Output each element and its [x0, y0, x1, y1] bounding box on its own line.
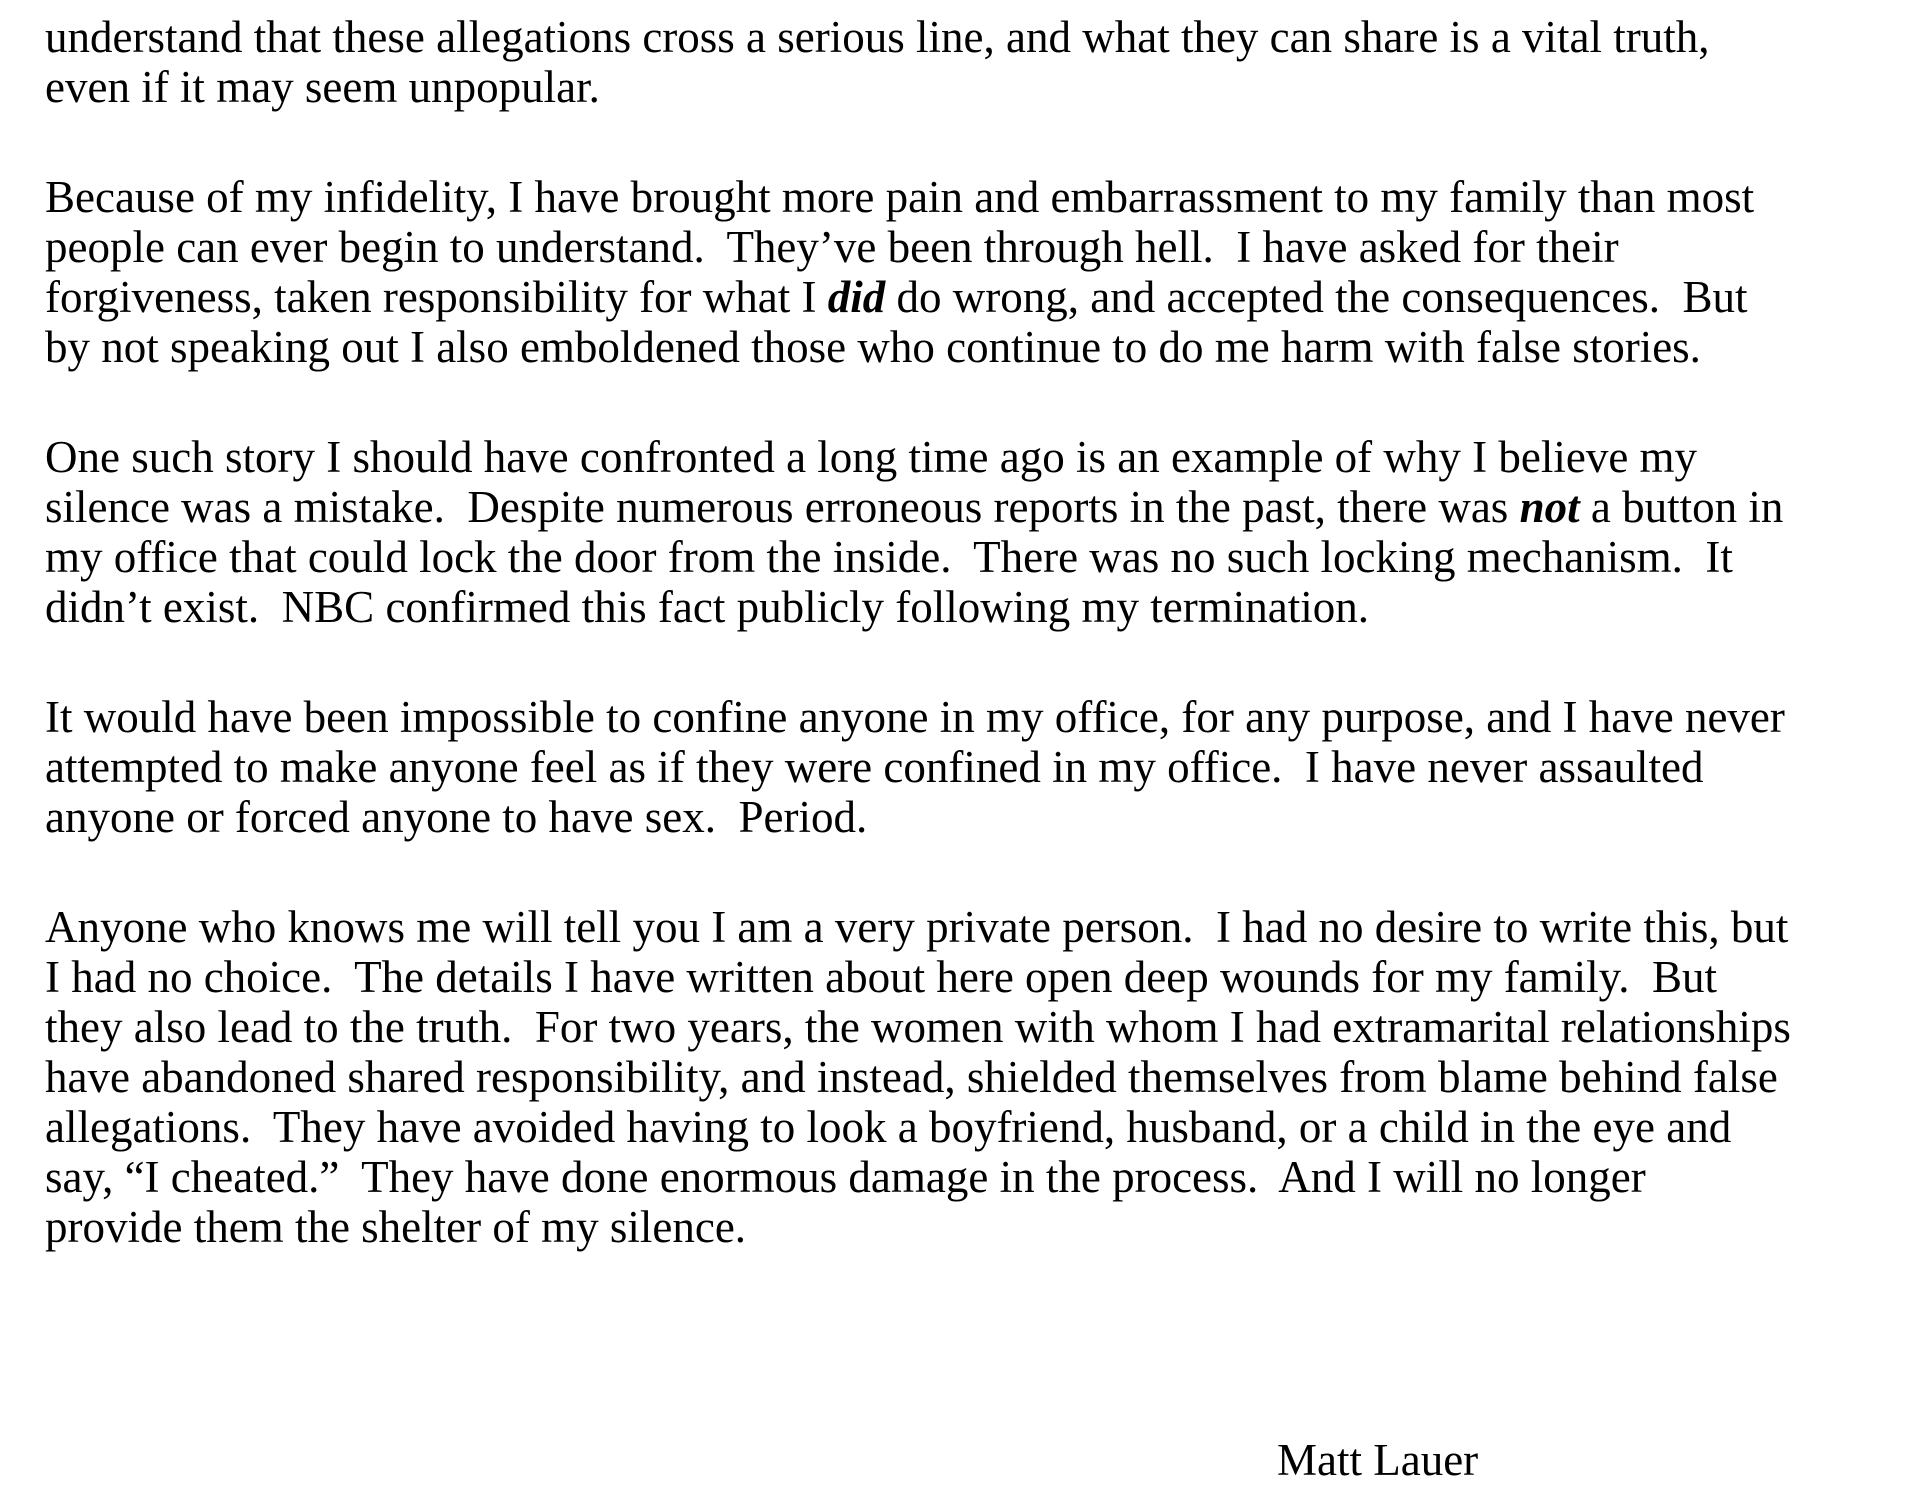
text-line: [45, 482, 1889, 532]
text-segment: a button in: [1579, 482, 1784, 532]
text-segment: One such story I should have confronted a long time ago is an example of why I believe my: [45, 432, 1698, 482]
text-segment: I had no choice. The details I have written about here open deep wounds for my family. But: [45, 952, 1718, 1002]
text-segment: allegations. They have avoided having to look a boyfriend, husband, or a child in the eye and: [45, 1102, 1732, 1152]
text-segment: didn’t exist. NBC confirmed this fact publicly following my termination.: [45, 582, 1369, 632]
emphasized-text: not: [1519, 482, 1580, 532]
text-line: [45, 322, 1889, 372]
text-line: [45, 12, 1889, 62]
paragraph: [45, 902, 1889, 1252]
text-line: [45, 792, 1889, 842]
text-line: [45, 902, 1889, 952]
text-segment: silence was a mistake. Despite numerous erroneous reports in the past, there was: [45, 482, 1520, 532]
signature: Matt Lauer: [1277, 1435, 1479, 1485]
text-segment: attempted to make anyone feel as if they were confined in my office. I have never assaulted: [45, 742, 1704, 792]
text-segment: forgiveness, taken responsibility for what I: [45, 272, 828, 322]
text-line: [45, 172, 1889, 222]
text-line: [45, 1152, 1889, 1202]
text-line: [45, 432, 1889, 482]
text-line: [45, 952, 1889, 1002]
text-line: [45, 1102, 1889, 1152]
text-line: [45, 272, 1889, 322]
paragraph: [45, 12, 1889, 112]
text-line: [45, 582, 1889, 632]
emphasized-text: did: [827, 272, 886, 322]
text-line: [45, 1052, 1889, 1102]
text-segment: It would have been impossible to confine anyone in my office, for any purpose, and I have never: [45, 692, 1785, 742]
text-line: [45, 532, 1889, 582]
text-segment: anyone or forced anyone to have sex. Period.: [45, 792, 868, 842]
text-segment: do wrong, and accepted the consequences. But: [885, 272, 1748, 322]
text-line: [45, 1002, 1889, 1052]
text-segment: Because of my infidelity, I have brought more pain and embarrassment to my family than most: [45, 172, 1755, 222]
text-segment: Anyone who knows me will tell you I am a very private person. I had no desire to write this, but: [45, 902, 1789, 952]
paragraph: [45, 432, 1889, 632]
text-segment: people can ever begin to understand. They’ve been through hell. I have asked for their: [45, 222, 1619, 272]
paragraph: [45, 172, 1889, 372]
text-segment: my office that could lock the door from the inside. There was no such locking mechanism. It: [45, 532, 1733, 582]
document-body: [45, 12, 1889, 1252]
text-line: [45, 222, 1889, 272]
text-line: [45, 1202, 1889, 1252]
text-segment: have abandoned shared responsibility, and instead, shielded themselves from blame behind false: [45, 1052, 1778, 1102]
text-segment: even if it may seem unpopular.: [45, 62, 600, 112]
text-segment: say, “I cheated.” They have done enormous damage in the process. And I will no longer: [45, 1152, 1646, 1202]
text-segment: they also lead to the truth. For two years, the women with whom I had extramarital relationships: [45, 1002, 1791, 1052]
text-line: [45, 692, 1889, 742]
text-segment: provide them the shelter of my silence.: [45, 1202, 747, 1252]
text-segment: understand that these allegations cross a serious line, and what they can share is a vital truth,: [45, 12, 1710, 62]
text-line: [45, 62, 1889, 112]
text-segment: by not speaking out I also emboldened those who continue to do me harm with false stories.: [45, 322, 1701, 372]
paragraph: [45, 692, 1889, 842]
text-line: [45, 742, 1889, 792]
